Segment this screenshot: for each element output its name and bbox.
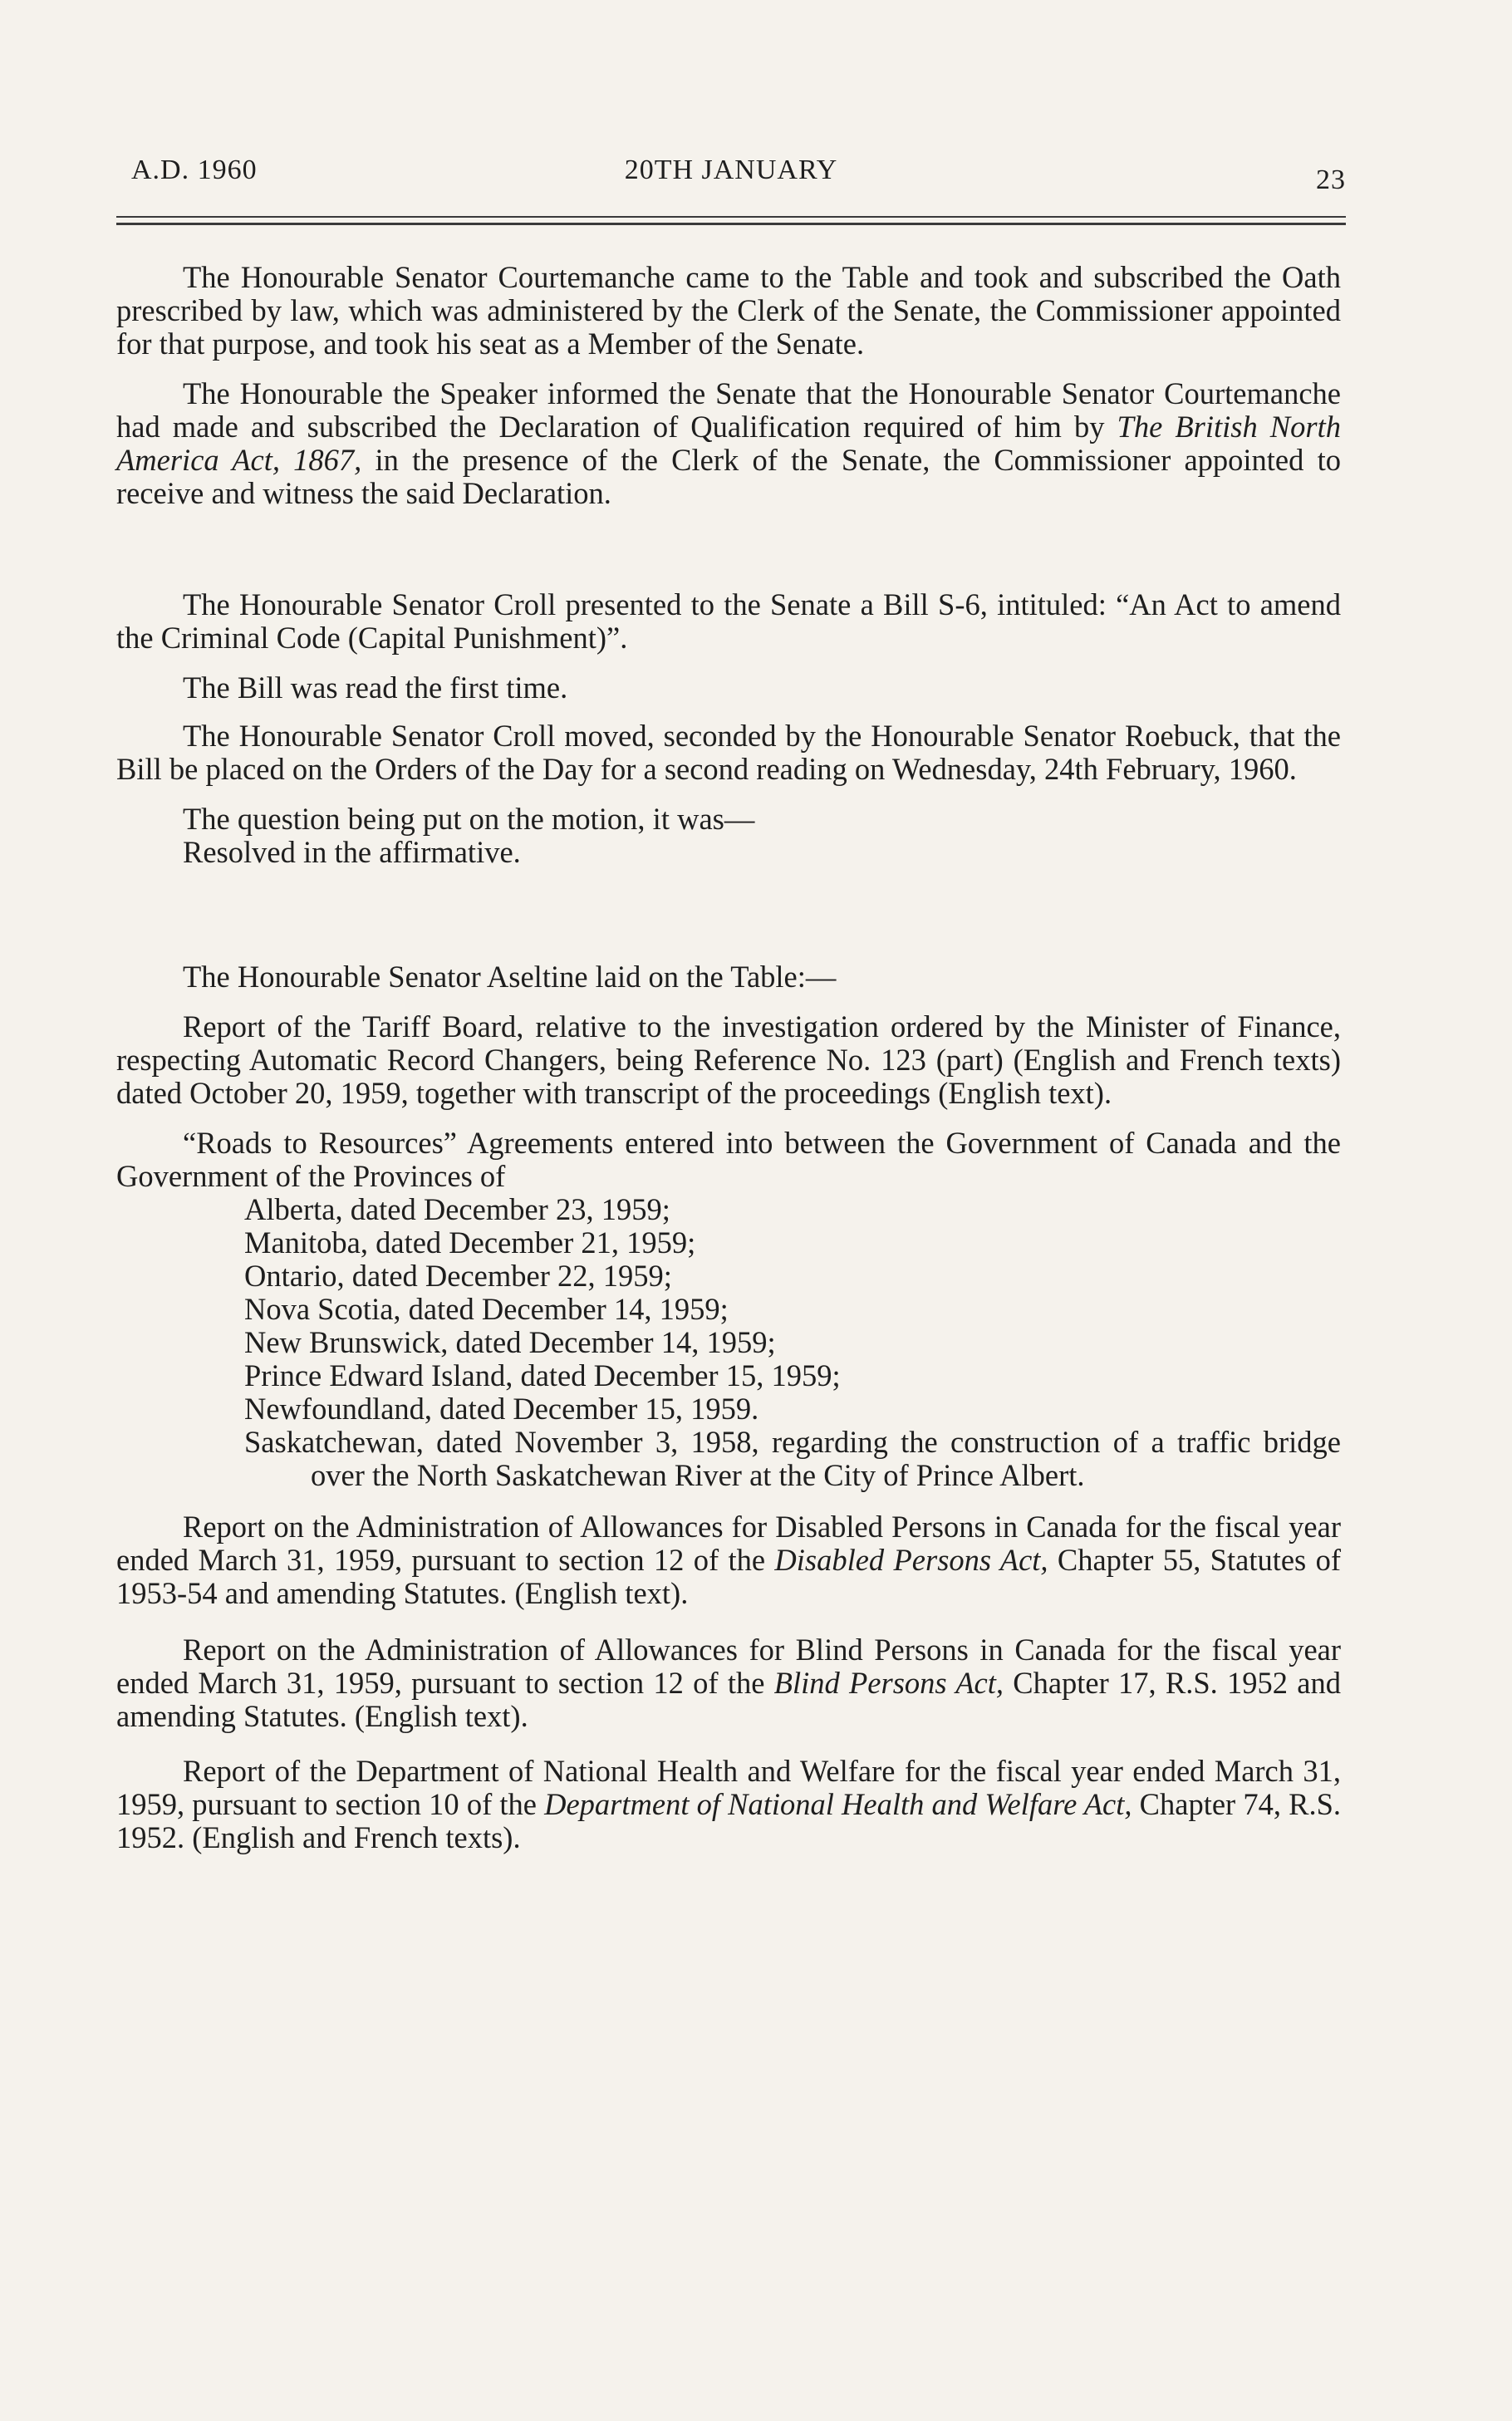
blind-text-b: Chapter 17, R.S. 1952 and amending Statutes. (English text). — [116, 1666, 1341, 1733]
paragraph-first-reading: The Bill was read the first time. — [183, 670, 568, 705]
province-item: Prince Edward Island, dated December 15, 1959; — [244, 1358, 841, 1392]
province-item: Ontario, dated December 22, 1959; — [244, 1259, 672, 1293]
declaration-text-b: in the presence of the Clerk of the Senate, the Commissioner appointed to receive and witness the said Declaration. — [116, 443, 1341, 510]
province-item: Manitoba, dated December 21, 1959; — [244, 1225, 696, 1260]
declaration-text-a: The Honourable the Speaker informed the Senate that the Honourable Senator Courtemanche had made and subscribed the Declaration of Qualification required of him by — [116, 376, 1341, 444]
header-rule-bottom — [116, 223, 1346, 225]
provinces-list — [116, 1193, 1341, 1492]
paragraph-tariff-report: Report of the Tariff Board, relative to the investigation ordered by the Minister of Finance, respecting Automatic Record Changers, being Reference No. 123 (part) (English and French texts) dated October 20, 1959, together with transcript of the proceedings (English text). — [116, 1009, 1341, 1110]
province-item: Saskatchewan, dated November 3, 1958, regarding the construction of a traffic bridge over the North Saskatchewan River at the City of Prince Albert. — [244, 1425, 1341, 1492]
paragraph-roads-agreements: “Roads to Resources” Agreements entered into between the Government of Canada and the Government of the Provinces of — [116, 1126, 1341, 1193]
year-label: A.D. 1960 — [131, 155, 258, 185]
paragraph-declaration — [116, 377, 1341, 510]
paragraph-question: The question being put on the motion, it was— — [183, 802, 755, 836]
paragraph-disabled-report — [116, 1510, 1341, 1610]
paragraph-health-report — [116, 1755, 1341, 1854]
province-item: Nova Scotia, dated December 14, 1959; — [244, 1292, 729, 1326]
page-number: 23 — [1316, 165, 1346, 195]
health-text-a: Report of the Department of National Health and Welfare for the fiscal year ended March 31, 1959, pursuant to section 10 of the — [116, 1754, 1341, 1821]
declaration-act-title: The British North America Act, 1867, — [116, 410, 1341, 477]
paragraph-resolved: Resolved in the affirmative. — [183, 835, 521, 869]
paragraph-tabled: The Honourable Senator Aseltine laid on the Table:— — [183, 960, 837, 994]
province-item: Alberta, dated December 23, 1959; — [244, 1192, 670, 1226]
paragraph-bill-presented: The Honourable Senator Croll presented to the Senate a Bill S-6, intituled: “An Act to amend the Criminal Code (Capital Punishment)”. — [116, 587, 1341, 655]
health-act-title: Department of National Health and Welfare Act, — [544, 1787, 1132, 1821]
paragraph-motion: The Honourable Senator Croll moved, seconded by the Honourable Senator Roebuck, that the Bill be placed on the Orders of the Day for a second reading on Wednesday, 24th February, 1960. — [116, 719, 1341, 786]
paragraph-oath: The Honourable Senator Courtemanche came to the Table and took and subscribed the Oath prescribed by law, which was administered by the Clerk of the Senate, the Commissioner appointed for that purpose, and took his seat as a Member of the Senate. — [116, 260, 1341, 361]
blind-act-title: Blind Persons Act, — [773, 1666, 1004, 1700]
header-rule-top — [116, 216, 1346, 218]
health-text-b: Chapter 74, R.S. 1952. (English and French texts). — [116, 1787, 1342, 1854]
disabled-act-title: Disabled Persons Act, — [774, 1543, 1048, 1577]
blind-text-a: Report on the Administration of Allowances for Blind Persons in Canada for the fiscal year ended March 31, 1959, pursuant to section 12 of the — [116, 1633, 1341, 1700]
journal-body — [116, 261, 1341, 1871]
disabled-text-a: Report on the Administration of Allowances for Disabled Persons in Canada for the fiscal year ended March 31, 1959, pursuant to section 12 of the — [116, 1510, 1341, 1577]
province-item: Newfoundland, dated December 15, 1959. — [244, 1392, 759, 1426]
paragraph-blind-report — [116, 1633, 1341, 1733]
date-heading: 20TH JANUARY — [624, 155, 838, 185]
running-head — [116, 155, 1346, 196]
province-item: New Brunswick, dated December 14, 1959; — [244, 1325, 776, 1359]
disabled-text-b: Chapter 55, Statutes of 1953-54 and amending Statutes. (English text). — [116, 1543, 1341, 1610]
